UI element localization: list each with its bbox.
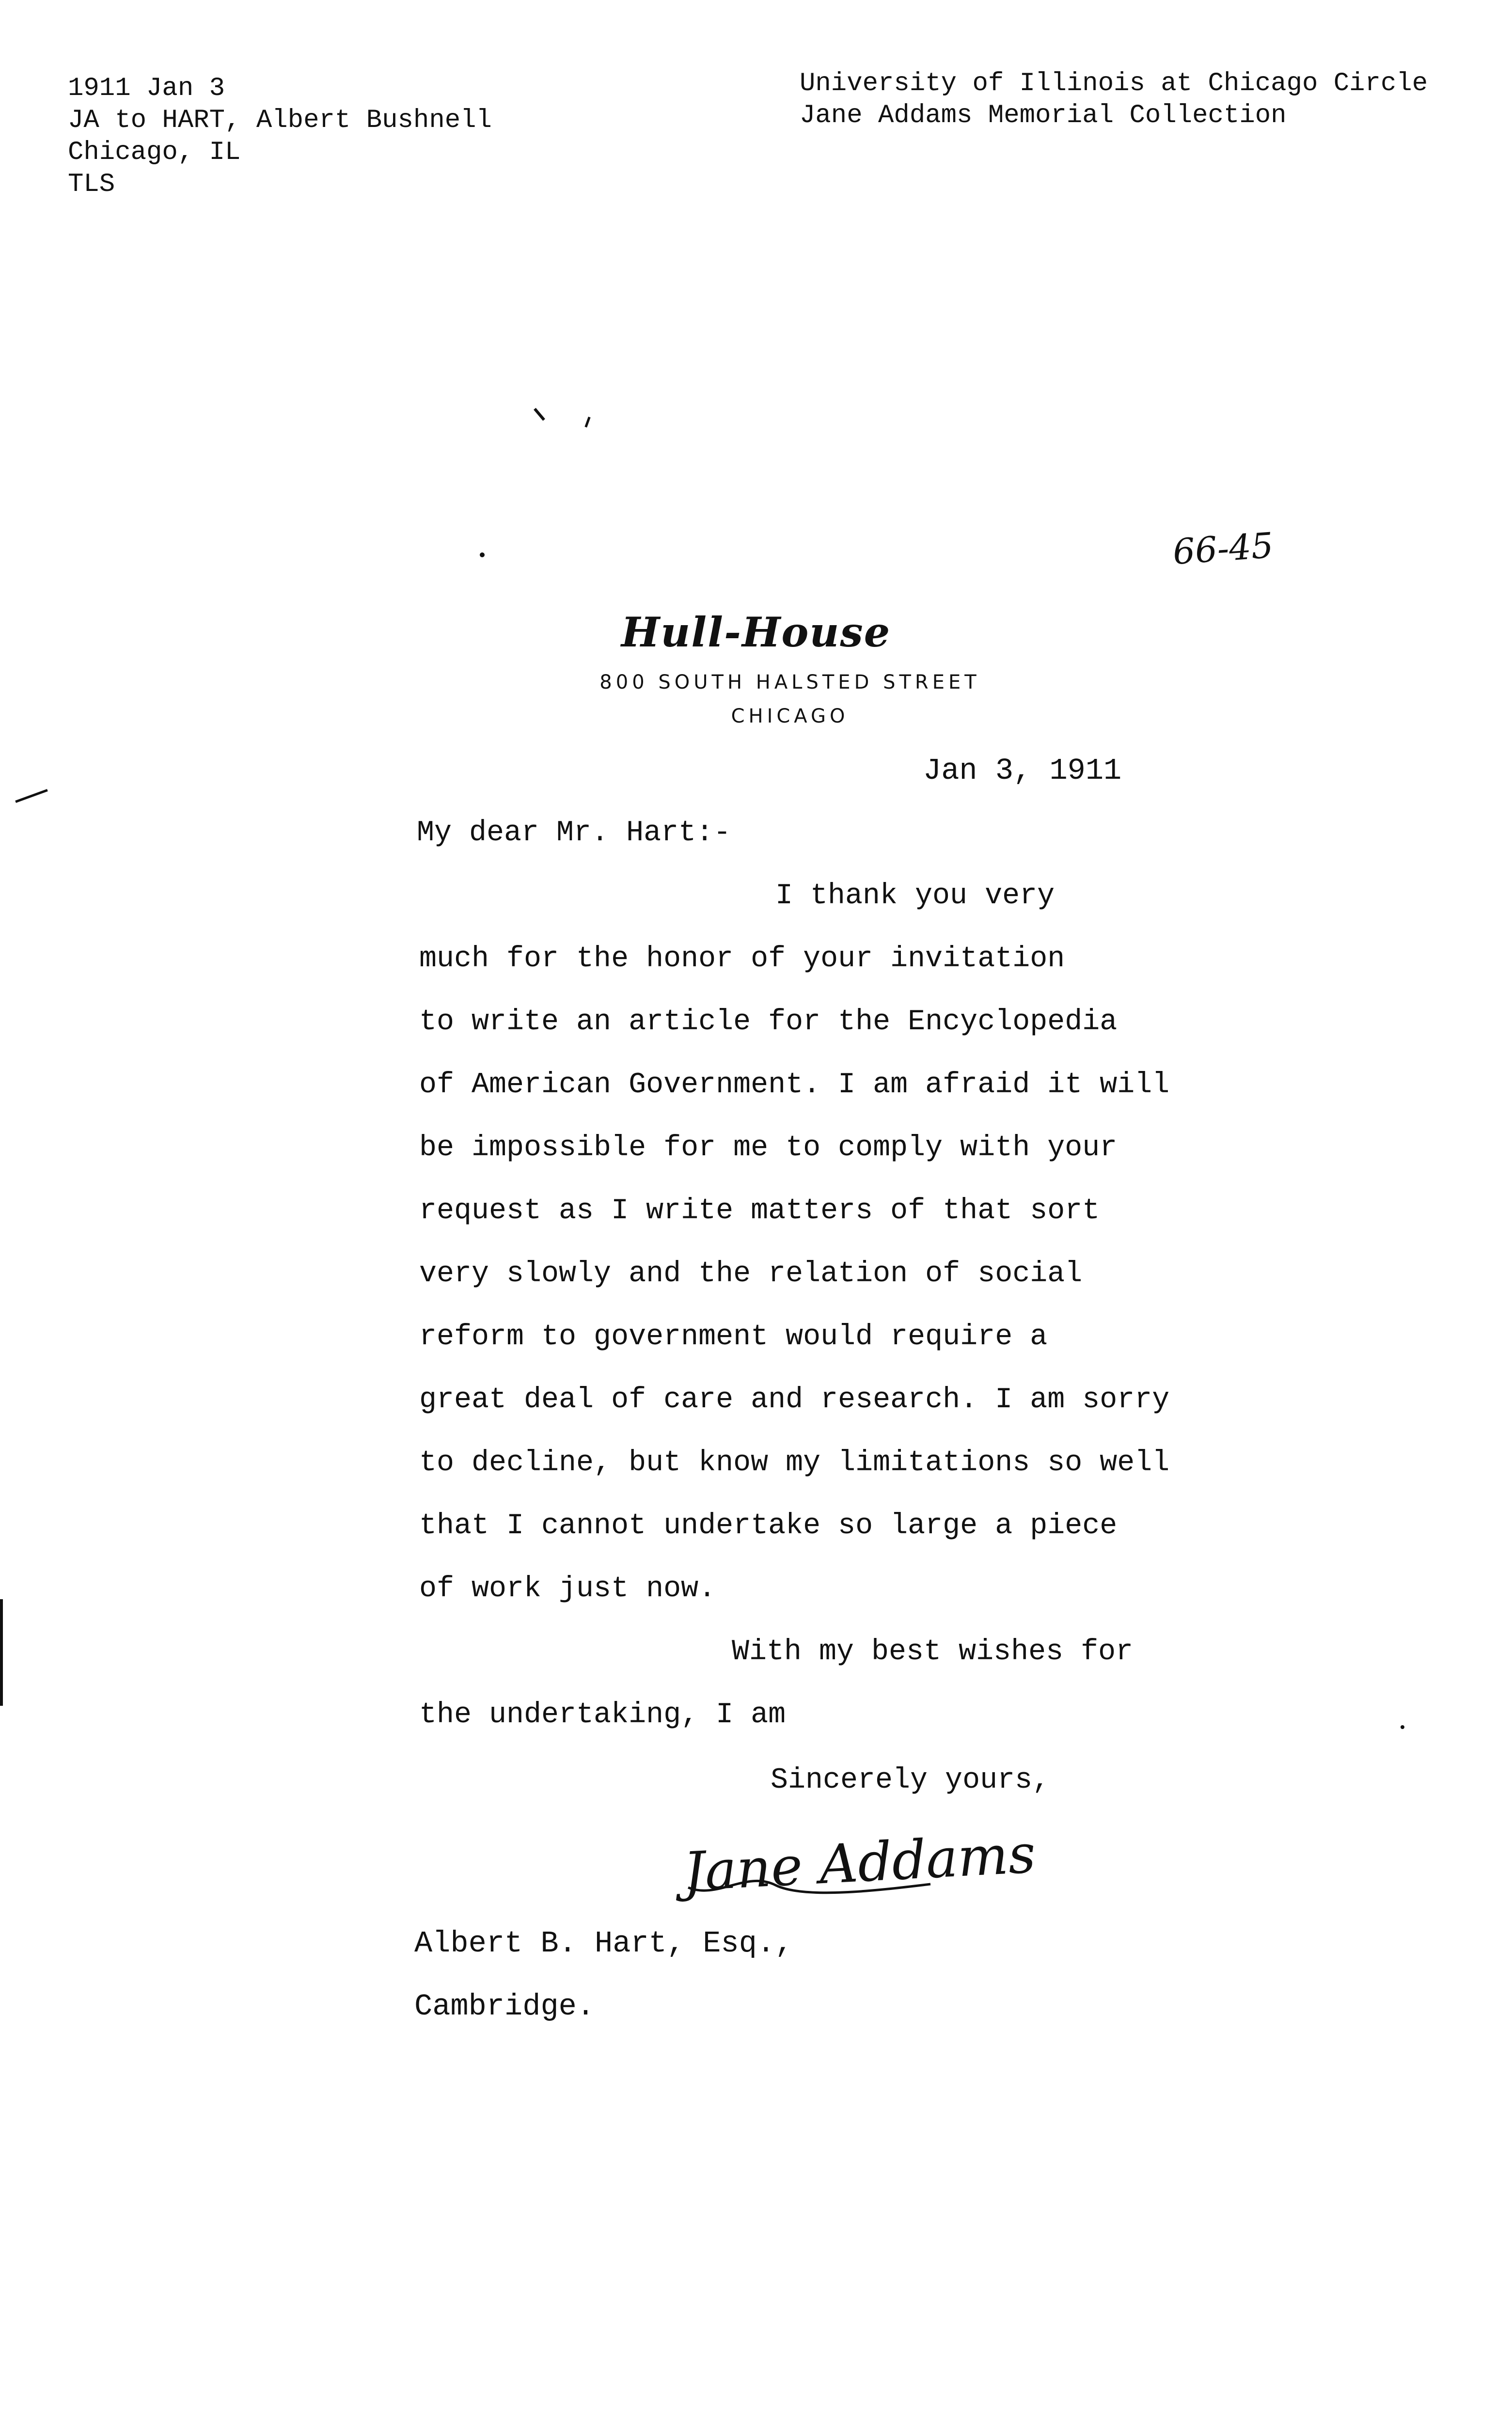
letterhead-city: CHICAGO — [731, 705, 849, 727]
body-line: that I cannot undertake so large a piece — [419, 1510, 1118, 1542]
body-line: reform to government would require a — [419, 1321, 1048, 1353]
signature: Jane Addams — [682, 1823, 1038, 1903]
recipient-name: Albert B. Hart, Esq., — [414, 1926, 793, 1961]
letter-date: Jan 3, 1911 — [923, 754, 1122, 788]
body-line: I thank you very — [775, 880, 1055, 913]
scan-speck — [584, 417, 590, 427]
body-line: to decline, but know my limitations so well — [419, 1447, 1170, 1479]
closing-undertaking: the undertaking, I am — [419, 1699, 786, 1731]
scan-speck — [15, 789, 47, 803]
scan-edge-mark — [0, 1599, 3, 1706]
body-line: of work just now. — [419, 1573, 716, 1605]
body-line: request as I write matters of that sort — [419, 1195, 1100, 1227]
scan-speck — [1401, 1725, 1404, 1729]
letterhead-street: 800 SOUTH HALSTED STREET — [599, 671, 980, 693]
catalog-doc-type: TLS — [68, 170, 115, 199]
handwritten-number: 66-45 — [1171, 524, 1275, 573]
archive-institution: University of Illinois at Chicago Circle — [800, 69, 1428, 98]
archive-collection: Jane Addams Memorial Collection — [800, 101, 1287, 130]
archive-block — [800, 68, 1428, 132]
catalog-correspondents: JA to HART, Albert Bushnell — [68, 106, 492, 135]
body-line: very slowly and the relation of social — [419, 1258, 1083, 1290]
scan-speck — [534, 408, 545, 421]
catalog-place: Chicago, IL — [68, 138, 241, 167]
letterhead-name: Hull-House — [621, 608, 891, 656]
body-line: much for the honor of your invitation — [419, 943, 1065, 975]
closing-wishes: With my best wishes for — [732, 1636, 1134, 1668]
body-line: of American Government. I am afraid it will — [419, 1069, 1170, 1101]
signature-underline-icon — [678, 1841, 1212, 1900]
salutation: My dear Mr. Hart:- — [417, 817, 731, 850]
recipient-city: Cambridge. — [414, 1989, 595, 2024]
catalog-date: 1911 Jan 3 — [68, 74, 225, 103]
catalog-block — [68, 73, 492, 201]
closing-sincerely: Sincerely yours, — [771, 1764, 1050, 1797]
scan-speck — [480, 552, 485, 557]
body-line: to write an article for the Encyclopedia — [419, 1006, 1118, 1038]
body-line: be impossible for me to comply with your — [419, 1132, 1118, 1164]
body-line: great deal of care and research. I am sorry — [419, 1384, 1170, 1416]
